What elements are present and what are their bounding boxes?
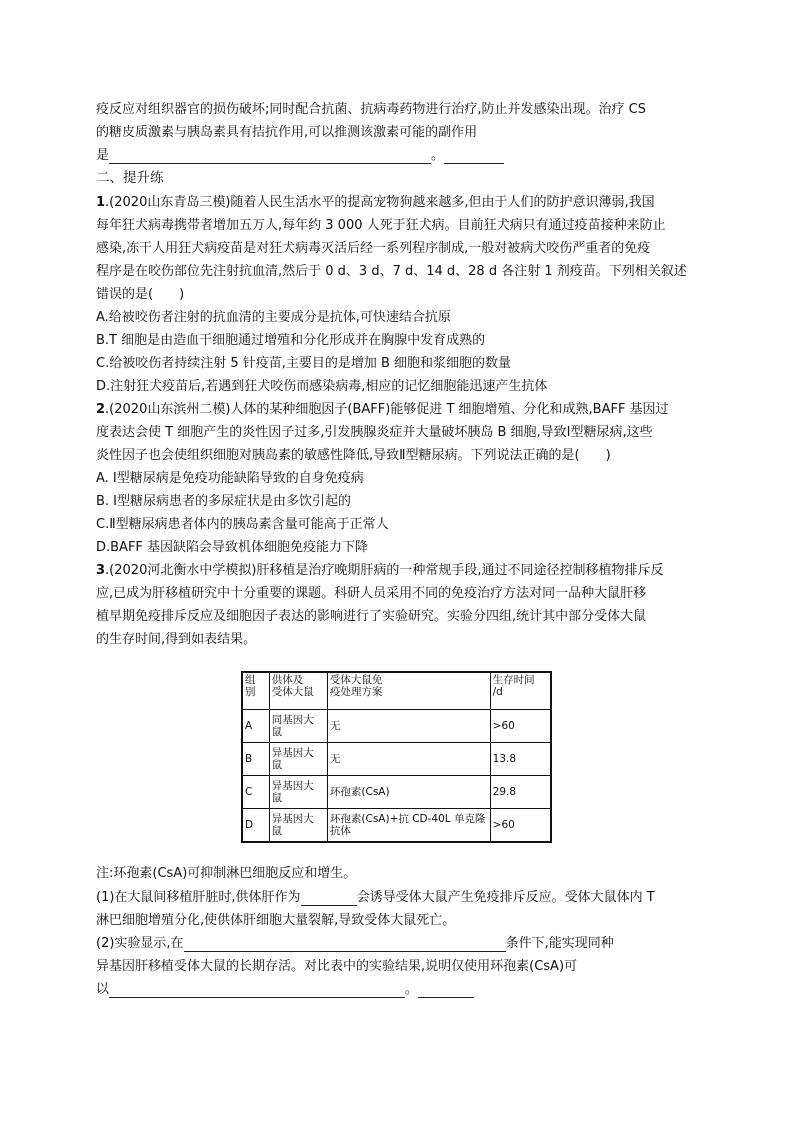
answer-line xyxy=(96,981,474,998)
option-c[interactable]: C.Ⅱ型糖尿病患者体内的胰岛素含量可能高于正常人 xyxy=(96,517,389,532)
text-fragment: .(2020山东青岛三模)随着人民生活水平的提高宠物狗越来越多,但由于人们的防护意识薄弱,我国 xyxy=(105,195,655,210)
question-3-stem xyxy=(96,562,664,579)
text-line: 应,已成为肝移植研究中十分重要的课题。科研人员采用不同的免疫治疗方法对同一品种大鼠肝移 xyxy=(96,586,647,601)
option-d[interactable]: D.注射狂犬疫苗后,若遇到狂犬咬伤而感染病毒,相应的记忆细胞能迅速产生抗体 xyxy=(96,379,548,394)
table-row xyxy=(242,710,551,743)
text-line: 的生存时间,得到如表结果。 xyxy=(96,632,257,647)
text-line: 感染,冻干人用狂犬病疫苗是对狂犬病毒灭活后经一系列程序制成,一般对被病犬咬伤严重者的免疫 xyxy=(96,241,651,256)
table-cell: 无 xyxy=(327,743,490,776)
table-cell: 无 xyxy=(327,710,490,743)
option-a[interactable]: A.给被咬伤者注射的抗血清的主要成分是抗体,可快速结合抗原 xyxy=(96,310,451,325)
table-row xyxy=(242,743,551,776)
table-cell: C xyxy=(242,776,269,809)
text-line: 异基因肝移植受体大鼠的长期存活。对比表中的实验结果,说明仅使用环孢素(CsA)可 xyxy=(96,959,578,974)
text-fragment: (2)实验显示,在 xyxy=(96,936,184,951)
text-fragment: .(2020山东滨州二模)人体的某种细胞因子(BAFF)能够促进 T 细胞增殖、分化和成熟,BAFF 基因过 xyxy=(105,402,669,417)
text-fragment: 是 xyxy=(96,148,110,163)
table-row xyxy=(242,809,551,843)
blank-underline[interactable] xyxy=(444,149,504,164)
table-cell: >60 xyxy=(490,710,551,743)
table-cell: 同基因大 鼠 xyxy=(269,710,327,743)
blank-underline[interactable] xyxy=(301,891,357,906)
table-cell: 异基因大 鼠 xyxy=(269,809,327,843)
text-line: 疫反应对组织器官的损伤破坏;同时配合抗菌、抗病毒药物进行治疗,防止并发感染出现。治疗 CS xyxy=(96,102,646,117)
text-fragment: 以 xyxy=(96,982,110,997)
text-line: 错误的是( ) xyxy=(96,287,185,302)
text-fragment: (1)在大鼠间移植肝脏时,供体肝作为 xyxy=(96,890,301,905)
table-note: 注:环孢素(CsA)可抑制淋巴细胞反应和增生。 xyxy=(96,866,357,881)
question-number: 2 xyxy=(96,402,106,417)
blank-underline[interactable] xyxy=(109,983,405,998)
table-cell: D xyxy=(242,809,269,843)
text-fragment: 条件下,能实现同种 xyxy=(505,936,614,951)
table-header-cell: 生存时间 /d xyxy=(490,672,551,710)
table-cell: 异基因大 鼠 xyxy=(269,743,327,776)
experiment-table xyxy=(241,671,552,843)
table-header-cell: 受体大鼠免 疫处理方案 xyxy=(327,672,490,710)
option-b[interactable]: B. Ⅰ型糖尿病患者的多尿症状是由多饮引起的 xyxy=(96,494,352,509)
table-cell: 29.8 xyxy=(490,776,551,809)
text-line: 炎性因子也会使组织细胞对胰岛素的敏感性降低,导致Ⅱ型糖尿病。下列说法正确的是( ) xyxy=(96,448,611,463)
blank-underline[interactable] xyxy=(184,937,506,952)
table-cell: 异基因大 鼠 xyxy=(269,776,327,809)
text-fragment: 。 xyxy=(431,148,445,163)
table-cell: 环孢素(CsA) xyxy=(327,776,490,809)
table-cell: >60 xyxy=(490,809,551,843)
option-a[interactable]: A. Ⅰ型糖尿病是免疫功能缺陷导致的自身免疫病 xyxy=(96,471,364,486)
text-fragment: 。 xyxy=(405,982,419,997)
table-header-cell: 组 别 xyxy=(242,672,269,710)
blank-underline[interactable] xyxy=(418,983,474,998)
text-line: 植早期免疫排斥反应及细胞因子表达的影响进行了实验研究。实验分四组,统计其中部分受体大鼠 xyxy=(96,609,647,624)
table-header-row xyxy=(242,672,551,710)
text-line: 的糖皮质激素与胰岛素具有拮抗作用,可以推测该激素可能的副作用 xyxy=(96,125,478,140)
sub-question-1 xyxy=(96,889,655,906)
question-number: 1 xyxy=(96,195,106,210)
text-fragment: .(2020河北衡水中学模拟)肝移植是治疗晚期肝病的一种常规手段,通过不同途径控制移植物排斥反 xyxy=(105,563,664,578)
text-fragment: 会诱导受体大鼠产生免疫排斥反应。受体大鼠体内 T xyxy=(356,890,655,905)
option-c[interactable]: C.给被咬伤者持续注射 5 针疫苗,主要目的是增加 B 细胞和浆细胞的数量 xyxy=(96,356,512,371)
text-line: 度表达会使 T 细胞产生的炎性因子过多,引发胰腺炎症并大量破坏胰岛 B 细胞,导致Ⅰ型糖尿病,这些 xyxy=(96,425,653,440)
table-header-cell: 供体及 受体大鼠 xyxy=(269,672,327,710)
option-d[interactable]: D.BAFF 基因缺陷会导致机体细胞免疫能力下降 xyxy=(96,540,369,555)
section-heading: 二、提升练 xyxy=(96,170,164,186)
table-row xyxy=(242,776,551,809)
option-b[interactable]: B.T 细胞是由造血干细胞通过增殖和分化形成并在胸腺中发育成熟的 xyxy=(96,333,486,348)
text-line: 程序是在咬伤部位先注射抗血清,然后于 0 d、3 d、7 d、14 d、28 d 各注射 1 剂疫苗。下列相关叙述 xyxy=(96,264,687,279)
blank-underline[interactable] xyxy=(109,149,431,164)
text-line: 每年狂犬病毒携带者增加五万人,每年约 3 000 人死于狂犬病。目前狂犬病只有通过疫苗接种来防止 xyxy=(96,218,666,233)
table-cell: 13.8 xyxy=(490,743,551,776)
question-number: 3 xyxy=(96,563,106,578)
table-cell: 环孢素(CsA)+抗 CD-40L 单克隆 抗体 xyxy=(327,809,490,843)
answer-line xyxy=(96,147,504,164)
question-1-stem xyxy=(96,194,655,211)
table-cell: B xyxy=(242,743,269,776)
question-2-stem xyxy=(96,401,669,418)
text-line: 淋巴细胞增殖分化,使供体肝细胞大量裂解,导致受体大鼠死亡。 xyxy=(96,913,456,928)
table-cell: A xyxy=(242,710,269,743)
sub-question-2 xyxy=(96,935,614,952)
